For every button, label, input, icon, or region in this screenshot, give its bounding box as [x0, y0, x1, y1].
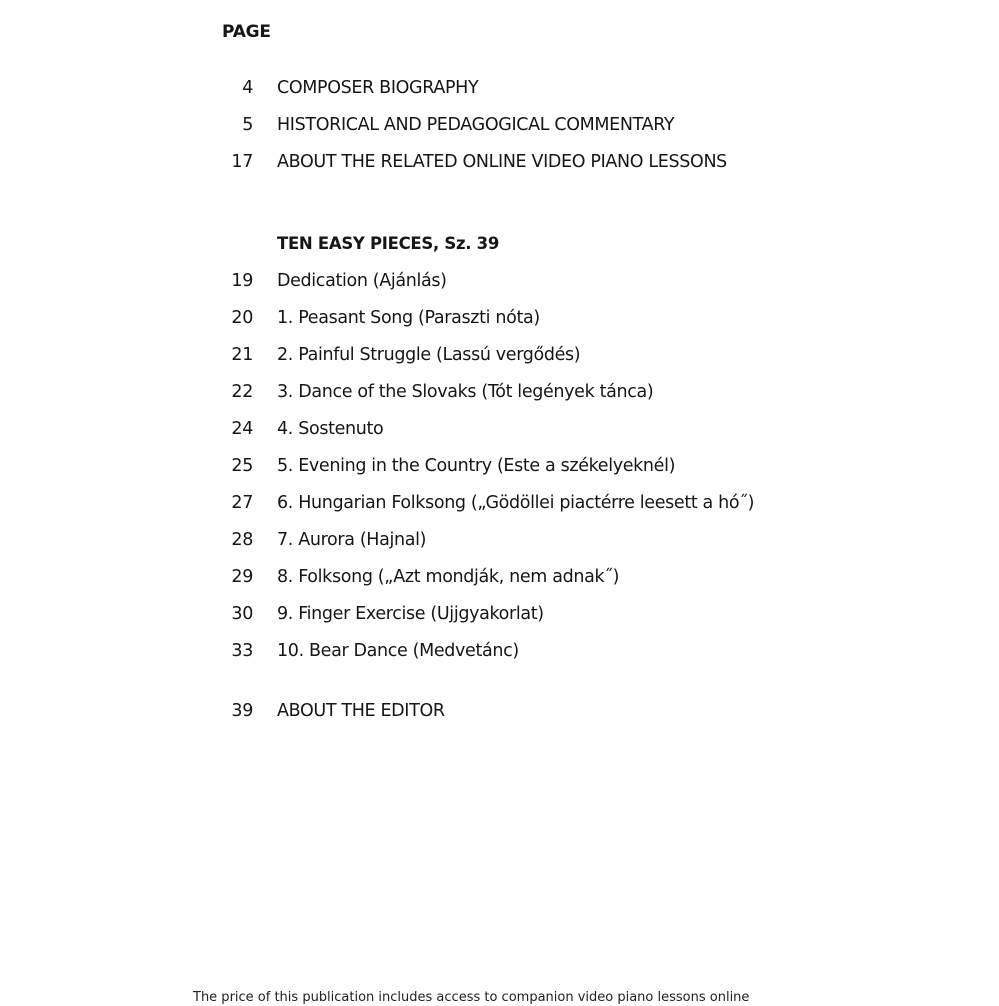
toc-entry-title: 5. Evening in the Country (Este a székelyeknél) — [277, 456, 676, 476]
toc-page-number: 19 — [231, 271, 253, 291]
toc-page-number: 5 — [242, 115, 253, 135]
toc-page-number: 30 — [231, 604, 253, 624]
toc-page-number: 22 — [231, 382, 253, 402]
toc-entry-title: 8. Folksong („Azt mondják, nem adnak˝) — [277, 567, 620, 587]
toc-page-number: 4 — [242, 78, 253, 98]
toc-entry-title: ABOUT THE RELATED ONLINE VIDEO PIANO LESSONS — [277, 152, 727, 172]
toc-page-number: 21 — [231, 345, 253, 365]
toc-entry-title: 1. Peasant Song (Paraszti nóta) — [277, 308, 540, 328]
toc-page-number: 25 — [231, 456, 253, 476]
toc-page-number: 29 — [231, 567, 253, 587]
toc-page-number: 39 — [231, 701, 253, 721]
section-heading: TEN EASY PIECES, Sz. 39 — [277, 234, 500, 253]
toc-page-number: 20 — [231, 308, 253, 328]
toc-entry-title: ABOUT THE EDITOR — [277, 701, 445, 721]
toc-page-number: 33 — [231, 641, 253, 661]
toc-page-number: 17 — [231, 152, 253, 172]
toc-entry-title: 6. Hungarian Folksong („Gödöllei piactérre leesett a hó˝) — [277, 493, 755, 513]
toc-entry-title: 7. Aurora (Hajnal) — [277, 530, 427, 550]
toc-entry-title: 3. Dance of the Slovaks (Tót legények tánca) — [277, 382, 654, 402]
toc-entry-title: COMPOSER BIOGRAPHY — [277, 78, 479, 98]
toc-page-number: 27 — [231, 493, 253, 513]
toc-entry-title: 2. Painful Struggle (Lassú vergődés) — [277, 345, 581, 365]
toc-page-number: 28 — [231, 530, 253, 550]
toc-entry-title: Dedication (Ajánlás) — [277, 271, 447, 291]
toc-entry-title: 10. Bear Dance (Medvetánc) — [277, 641, 519, 661]
toc-page-number: 24 — [231, 419, 253, 439]
page-column-heading: PAGE — [222, 22, 271, 42]
toc-entry-title: 4. Sostenuto — [277, 419, 384, 439]
toc-entry-title: 9. Finger Exercise (Ujjgyakorlat) — [277, 604, 544, 624]
footer-note: The price of this publication includes access to companion video piano lessons online — [193, 990, 750, 1005]
toc-entry-title: HISTORICAL AND PEDAGOGICAL COMMENTARY — [277, 115, 675, 135]
